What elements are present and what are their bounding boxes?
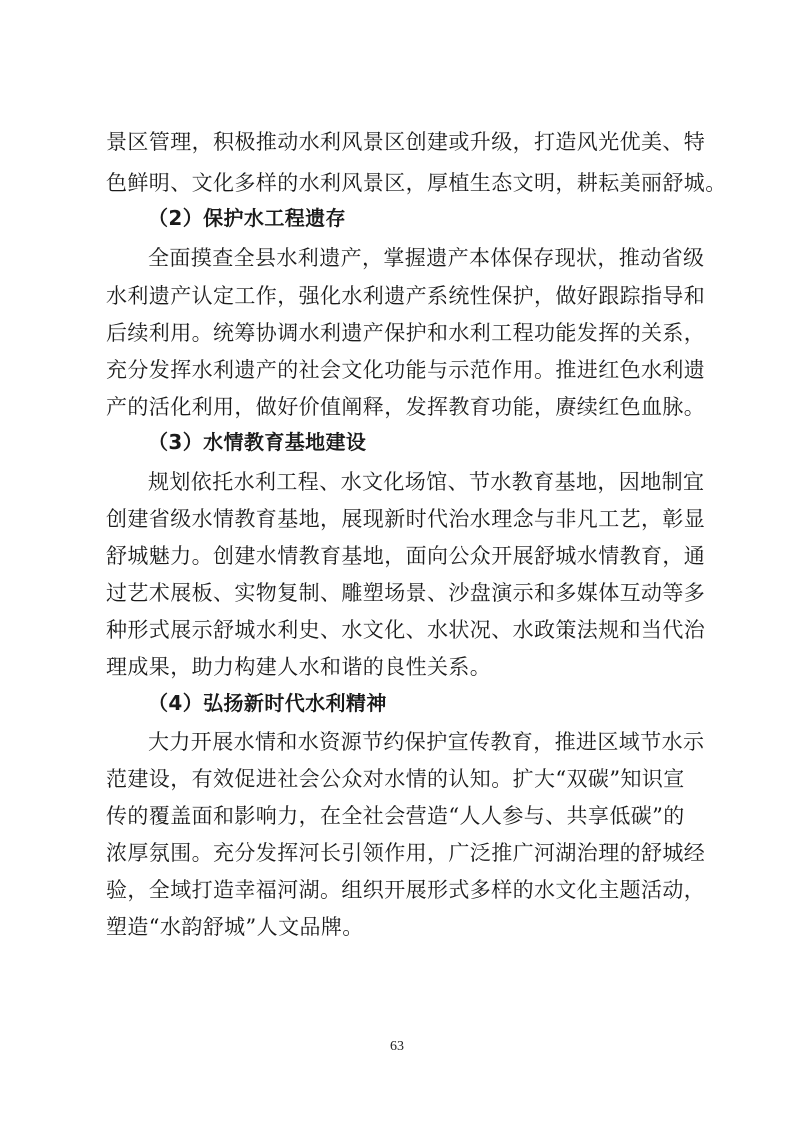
paragraph-line: 舒城魅力。创建水情教育基地，面向公众开展舒城水情教育，通 [106,544,706,568]
paragraph-line: 理成果，助力构建人水和谐的良性关系。 [106,655,492,679]
paragraph-line: 塑造“水韵舒城”人文品牌。 [106,915,364,939]
section-heading-3: （3）水情教育基地建设 [148,430,367,454]
page-number: 63 [390,1039,404,1054]
paragraph-line: 大力开展水情和水资源节约保护宣传教育，推进区域节水示 [148,730,705,754]
paragraph-line: 浓厚氛围。充分发挥河长引领作用，广泛推广河湖治理的舒城经 [106,841,706,865]
paragraph-line: 产的活化利用，做好价值阐释，发挥教育功能，赓续红色血脉。 [106,395,706,419]
paragraph-line: 水利遗产认定工作，强化水利遗产系统性保护，做好跟踪指导和 [106,284,706,308]
paragraph-line: 传的覆盖面和影响力，在全社会营造“人人参与、共享低碳”的 [106,804,685,828]
paragraph-line: 过艺术展板、实物复制、雕塑场景、沙盘演示和多媒体互动等多 [106,581,706,605]
section-heading-2: （2）保护水工程遗存 [148,206,346,230]
paragraph-line: 范建设，有效促进社会公众对水情的认知。扩大“双碳”知识宣 [106,767,685,791]
paragraph-line: 色鲜明、文化多样的水利风景区，厚植生态文明，耕耘美丽舒城。 [106,171,727,195]
section-heading-4: （4）弘扬新时代水利精神 [148,691,387,715]
paragraph-line: 充分发挥水利遗产的社会文化功能与示范作用。推进红色水利遗 [106,358,706,382]
paragraph-line: 景区管理，积极推动水利风景区创建或升级，打造风光优美、特 [106,130,706,154]
paragraph-line: 规划依托水利工程、水文化场馆、节水教育基地，因地制宜 [148,470,705,494]
paragraph-line: 验，全域打造幸福河湖。组织开展形式多样的水文化主题活动， [106,878,706,902]
paragraph-line: 创建省级水情教育基地，展现新时代治水理念与非凡工艺，彰显 [106,507,706,531]
paragraph-line: 后续利用。统筹协调水利遗产保护和水利工程功能发挥的关系， [106,321,706,345]
paragraph-line: 全面摸查全县水利遗产，掌握遗产本体保存现状，推动省级 [148,246,705,270]
paragraph-line: 种形式展示舒城水利史、水文化、水状况、水政策法规和当代治 [106,618,706,642]
